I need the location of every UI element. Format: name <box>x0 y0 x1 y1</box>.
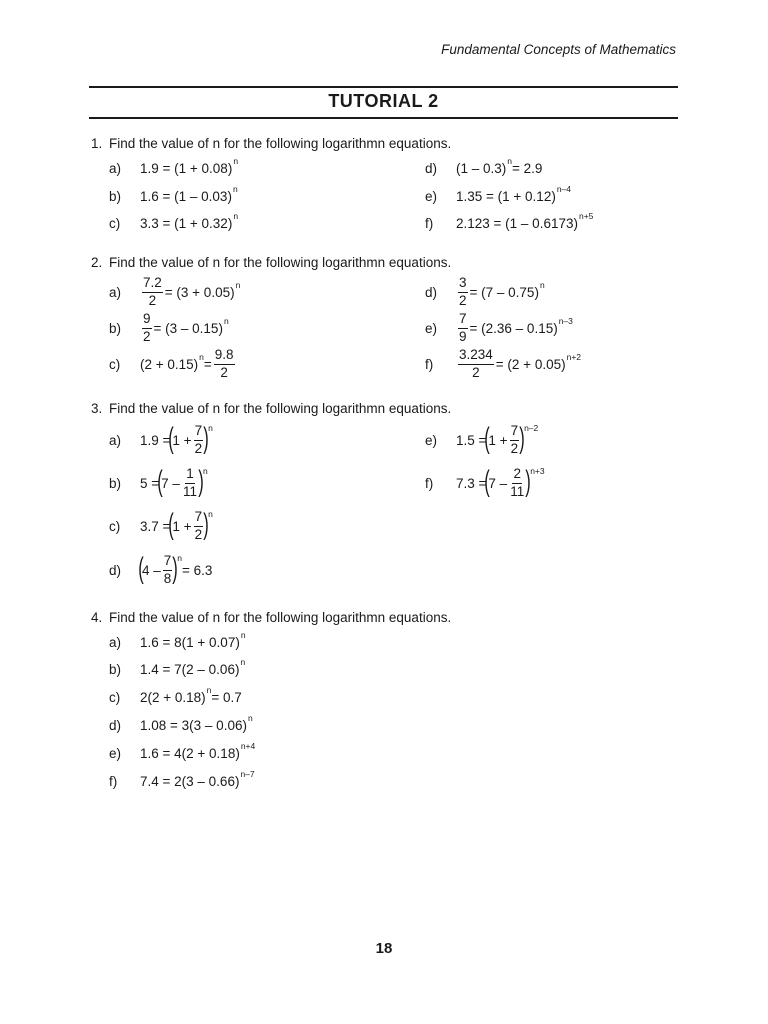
fraction: $\frac{7}{2}$ <box>510 423 519 456</box>
fraction: $\frac{9.8}{2}$ <box>214 347 234 380</box>
equation: 1.6 = 4(2 + 0.18) $^{n+4}$ <box>140 741 256 761</box>
item-label: a) <box>109 432 122 448</box>
q2-item-f <box>425 349 581 379</box>
equation: 1.6 = 8(1 + 0.07) $^n$ <box>140 630 246 650</box>
question-text: Find the value of n for the following logarithmn equations. <box>109 136 452 151</box>
item-label: c) <box>109 215 121 231</box>
question-number: 2. <box>91 255 103 270</box>
right-paren: ) <box>203 422 209 455</box>
item-label: d) <box>109 717 122 733</box>
title-rule-top <box>89 86 678 88</box>
item-label: c) <box>109 356 121 372</box>
equation: 1.35 = (1 + 0.12) $^{n-4}$ <box>456 184 572 204</box>
question-4-prompt <box>91 610 451 625</box>
equation: ( 4 – $\frac{7}{8}$ ) $^n$ = 6.3 <box>138 552 213 586</box>
equation: 1.5 = ( 1 + $\frac{7}{2}$ ) $^{n-2}$ <box>456 422 539 456</box>
fraction: $\frac{7}{2}$ <box>194 423 203 456</box>
title-rule-bottom <box>89 117 678 119</box>
item-label: f) <box>425 475 434 491</box>
q1-item-f <box>425 211 593 235</box>
equation: $\frac{7.2}{2}$ = (3 + 0.05) $^n$ <box>143 275 241 308</box>
right-paren: ) <box>519 422 525 455</box>
item-label: f) <box>425 215 434 231</box>
q4-item-b <box>109 657 245 681</box>
q3-item-b <box>109 467 208 499</box>
fraction: $\frac{9}{2}$ <box>143 311 151 344</box>
equation: $\frac{7}{9}$ = (2.36 – 0.15) $^{n-3}$ <box>459 311 573 344</box>
left-paren: ( <box>157 465 163 498</box>
item-label: e) <box>109 745 122 761</box>
equation: (1 – 0.3) $^n$ = 2.9 <box>456 156 543 176</box>
item-label: d) <box>425 160 438 176</box>
q4-item-f <box>109 769 255 793</box>
q2-item-e <box>425 313 573 343</box>
q1-item-a <box>109 156 238 180</box>
equation: 1.6 = (1 – 0.03) $^n$ <box>140 184 238 204</box>
equation: (2 + 0.15) $^n$ = $\frac{9.8}{2}$ <box>140 347 234 380</box>
item-label: c) <box>109 689 121 705</box>
left-paren: ( <box>168 508 175 541</box>
q2-item-a <box>109 277 240 307</box>
right-paren: ) <box>203 508 209 541</box>
equation: 7.4 = 2(3 – 0.66) $^{n-7}$ <box>140 769 255 789</box>
item-label: f) <box>109 773 118 789</box>
right-paren: ) <box>525 465 531 498</box>
item-label: a) <box>109 634 122 650</box>
equation: $\frac{9}{2}$ = (3 – 0.15) $^n$ <box>143 311 229 344</box>
q4-item-c <box>109 685 242 709</box>
equation: $\frac{3}{2}$ = (7 – 0.75) $^n$ <box>459 275 545 308</box>
question-number: 3. <box>91 401 103 416</box>
question-text: Find the value of n for the following logarithmn equations. <box>109 255 452 270</box>
equation: 3.3 = (1 + 0.32) $^n$ <box>140 211 239 231</box>
q3-item-a <box>109 424 213 456</box>
equation: 1.08 = 3(3 – 0.06) $^n$ <box>140 713 253 733</box>
q1-item-c <box>109 211 238 235</box>
left-paren: ( <box>168 422 175 455</box>
fraction: $\frac{7.2}{2}$ <box>143 275 162 308</box>
q4-item-a <box>109 630 246 654</box>
page-number: 18 <box>375 940 393 957</box>
item-label: e) <box>425 320 438 336</box>
question-text: Find the value of n for the following logarithmn equations. <box>109 401 452 416</box>
q2-item-c <box>109 349 237 379</box>
item-label: a) <box>109 284 122 300</box>
equation: 7.3 = ( 7 – $\frac{2}{11}$ ) $^{n+3}$ <box>456 465 545 499</box>
equation: 1.9 = (1 + 0.08) $^n$ <box>140 156 239 176</box>
right-paren: ) <box>198 465 204 498</box>
q1-item-e <box>425 184 571 208</box>
item-label: c) <box>109 518 121 534</box>
item-label: b) <box>109 320 122 336</box>
question-1-prompt <box>91 136 451 151</box>
fraction: $\frac{1}{11}$ <box>182 466 197 499</box>
fraction: $\frac{7}{2}$ <box>194 509 203 542</box>
fraction: $\frac{2}{11}$ <box>510 466 525 499</box>
equation: 5 = ( 7 – $\frac{1}{11}$ ) $^n$ <box>140 465 208 499</box>
question-3-prompt <box>91 401 451 416</box>
question-text: Find the value of n for the following logarithmn equations. <box>109 610 452 625</box>
q4-item-e <box>109 741 255 765</box>
right-paren: ) <box>172 552 179 585</box>
equation: 2(2 + 0.18) $^n$ = 0.7 <box>140 685 242 705</box>
item-label: a) <box>109 160 122 176</box>
left-paren: ( <box>484 422 491 455</box>
question-2-prompt <box>91 255 451 270</box>
item-label: e) <box>425 188 438 204</box>
q4-item-d <box>109 713 253 737</box>
q1-item-d <box>425 156 542 180</box>
running-head: Fundamental Concepts of Mathematics <box>441 42 676 57</box>
question-number: 4. <box>91 610 103 625</box>
equation: 1.4 = 7(2 – 0.06) $^n$ <box>140 657 246 677</box>
q3-item-e <box>425 424 538 456</box>
equation: 2.123 = (1 – 0.6173) $^{n+5}$ <box>456 211 594 231</box>
question-number: 1. <box>91 136 103 151</box>
tutorial-title: TUTORIAL 2 <box>328 91 439 111</box>
q3-item-c <box>109 510 213 542</box>
fraction: $\frac{7}{8}$ <box>163 553 172 586</box>
equation: $\frac{3.234}{2}$ = (2 + 0.05) $^{n+2}$ <box>459 347 582 380</box>
q2-item-d <box>425 277 545 307</box>
item-label: d) <box>109 562 122 578</box>
fraction: $\frac{3}{2}$ <box>459 275 467 308</box>
left-paren: ( <box>484 465 491 498</box>
equation: 3.7 = ( 1 + $\frac{7}{2}$ ) $^n$ <box>140 508 213 542</box>
q2-item-b <box>109 313 229 343</box>
q1-item-b <box>109 184 238 208</box>
left-paren: ( <box>138 552 144 585</box>
q3-item-f <box>425 467 545 499</box>
item-label: b) <box>109 661 122 677</box>
fraction: $\frac{3.234}{2}$ <box>459 347 493 380</box>
item-label: b) <box>109 188 122 204</box>
fraction: $\frac{7}{9}$ <box>459 311 467 344</box>
item-label: f) <box>425 356 434 372</box>
q3-item-d <box>109 554 212 586</box>
item-label: e) <box>425 432 438 448</box>
item-label: d) <box>425 284 438 300</box>
equation: 1.9 = ( 1 + $\frac{7}{2}$ ) $^n$ <box>140 422 213 456</box>
item-label: b) <box>109 475 122 491</box>
